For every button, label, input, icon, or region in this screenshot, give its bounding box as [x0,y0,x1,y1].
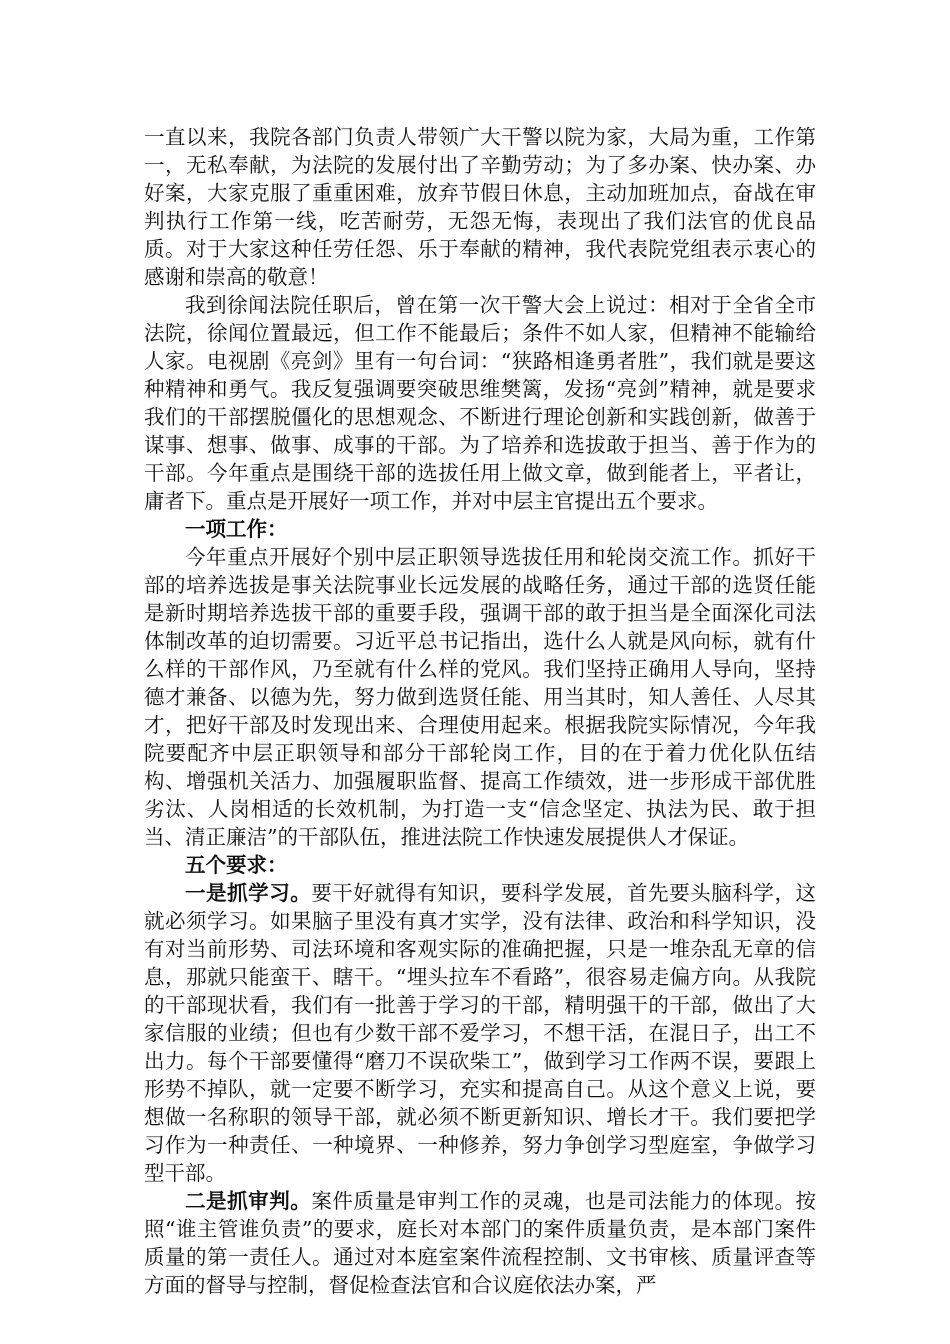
paragraph-one-task: 今年重点开展好个别中层正职领导选拔任用和轮岗交流工作。抓好干部的培养选拔是事关法院事业长远发展的战略任务，通过干部的选贤任能是新时期培养选拔干部的重要手段，强调干部的敢于担当是全面深化司法体制改革的迫切需要。习近平总书记指出，选什么人就是风向标，就有什么样的干部作风，乃至就有什么样的党风。我们坚持正确用人导向，坚持德才兼备、以德为先，努力做到选贤任能、用当其时，知人善任、人尽其才，把好干部及时发现出来、合理使用起来。根据我院实际情况，今年我院要配齐中层正职领导和部分干部轮岗工作，目的在于着力优化队伍结构、增强机关活力、加强履职监督、提高工作绩效，进一步形成干部优胜劣汰、人岗相适的长效机制，为打造一支“信念坚定、执法为民、敢于担当、清正廉洁”的干部队伍，推进法院工作快速发展提供人才保证。 [144,545,816,849]
text-study: 要干好就得有知识，要科学发展，首先要头脑科学，这就必须学习。如果脑子里没有真才实学，没有法律、政治和科学知识，没有对当前形势、司法环境和客观实际的准确把握，只是一堆杂乱无章的信息，那就只能蛮干、瞎干。“埋头拉车不看路”，很容易走偏方向。从我院的干部现状看，我们有一批善于学习的干部，精明强干的干部，做出了大家信服的业绩；但也有少数干部不爱学习，不想干活，在混日子，出工不出力。每个干部要懂得“磨刀不误砍柴工”，做到学习工作两不误，要跟上形势不掉队，就一定要不断学习，充实和提高自己。从这个意义上说，要想做一名称职的领导干部，就必须不断更新知识、增长才干。我们要把学习作为一种责任、一种境界、一种修养，努力争创学习型庭室，争做学习型干部。 [144,881,817,1185]
section-heading-five-requirements: 五个要求： [185,853,288,877]
paragraph-spirit: 我到徐闻法院任职后，曾在第一次干警大会上说过：相对于全省全市法院，徐闻位置最远，但工作不能最后；条件不如人家，但精神不能输给人家。电视剧《亮剑》里有一句台词：“狭路相逢勇者胜”，我们就是要这种精神和勇气。我反复强调要突破思维樊篱，发扬“亮剑”精神，就是要求我们的干部摆脱僵化的思想观念、不断进行理论创新和实践创新，做善于谋事、想事、做事、成事的干部。为了培养和选拔敢于担当、善于作为的干部。今年重点是围绕干部的选拔任用上做文章，做到能者上，平者让，庸者下。重点是开展好一项工作，并对中层主官提出五个要求。 [144,293,816,513]
paragraph-requirement-study [144,879,816,1187]
section-heading-one-task: 一项工作： [185,517,288,541]
paragraph-requirement-trial [144,1187,816,1299]
document-body [144,123,816,1299]
text-trial: 案件质量是审判工作的灵魂，也是司法能力的体现。按照“谁主管谁负责”的要求，庭长对本部门的案件质量负责，是本部门案件质量的第一责任人。通过对本庭室案件流程控制、文书审核、质量评查等方面的督导与控制，督促检查法官和合议庭依法办案，严 [144,1189,817,1297]
paragraph-thanks: 一直以来，我院各部门负责人带领广大干警以院为家，大局为重，工作第一，无私奉献，为法院的发展付出了辛勤劳动；为了多办案、快办案、办好案，大家克服了重重困难，放弃节假日休息，主动加班加点，奋战在审判执行工作第一线，吃苦耐劳，无怨无悔，表现出了我们法官的优良品质。对于大家这种任劳任怨、乐于奉献的精神，我代表院党组表示衷心的感谢和崇高的敬意！ [144,125,816,289]
lead-study: 一是抓学习。 [185,881,312,905]
lead-trial: 二是抓审判。 [185,1189,312,1213]
